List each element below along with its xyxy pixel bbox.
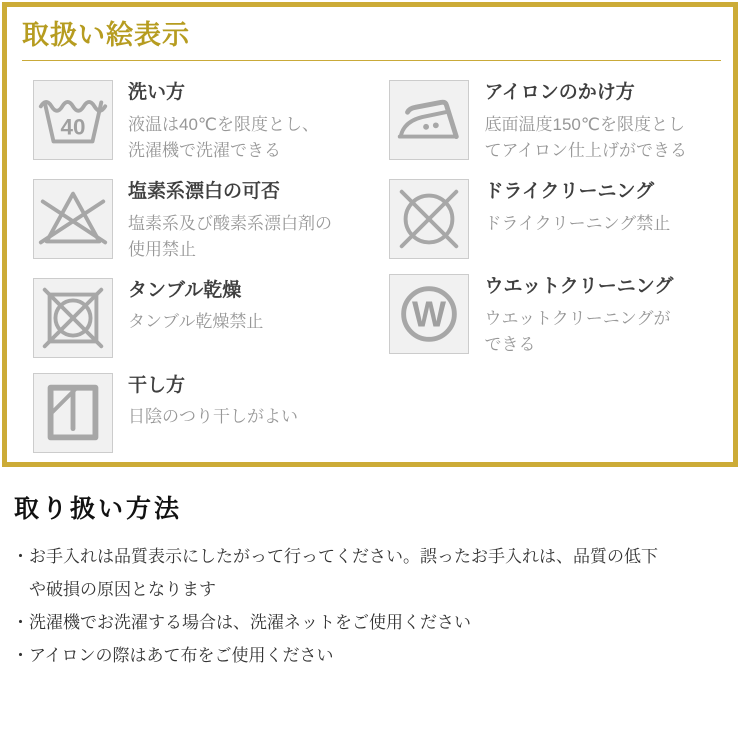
care-item-title: ドライクリーニング [484, 180, 655, 202]
wash-tub-40-icon [33, 80, 113, 160]
care-item-desc: 日陰のつり干しがよい [128, 407, 298, 427]
care-item-wet-cleaning [389, 274, 721, 358]
bullet-marker: ・ [12, 646, 29, 665]
wash-temp-label: 40 [60, 114, 86, 140]
handling-section [0, 467, 740, 672]
care-item-line-dry [33, 373, 389, 453]
care-item-desc: ドライクリーニング禁止 [484, 213, 671, 233]
care-item-desc: タンブル乾燥禁止 [128, 312, 264, 332]
care-item-title: 干し方 [128, 374, 186, 396]
care-item-desc: 塩素系及び酸素系漂白剤の 使用禁止 [128, 213, 332, 259]
wet-clean-icon [389, 274, 469, 354]
handling-list [12, 540, 728, 672]
care-item-title: 洗い方 [128, 82, 186, 104]
iron-icon [389, 80, 469, 160]
care-item-dry-cleaning [389, 179, 721, 259]
handling-title: 取り扱い方法 [14, 495, 183, 523]
no-tumble-dry-icon [33, 278, 113, 358]
care-item-tumble-dry [33, 278, 389, 358]
care-item-desc: 液温は40℃を限度とし、 洗濯機で洗濯できる [128, 114, 320, 160]
care-item-washing [33, 80, 389, 164]
care-item-ironing [389, 80, 721, 164]
bullet-text: 洗濯機でお洗濯する場合は、洗濯ネットをご使用ください [29, 613, 471, 632]
no-dry-clean-icon [389, 179, 469, 259]
care-item-title: 塩素系漂白の可否 [128, 180, 281, 202]
bullet-text: お手入れは品質表示にしたがって行ってください。誤ったお手入れは、品質の低下 や破損の原因となります [29, 547, 658, 599]
care-column-left [33, 80, 389, 453]
bullet-marker: ・ [12, 613, 29, 632]
care-item-desc: 底面温度150℃を限度とし てアイロン仕上げができる [484, 114, 687, 160]
bullet-marker: ・ [12, 547, 29, 566]
handling-item [12, 540, 728, 606]
care-item-title: ウエットクリーニング [484, 275, 674, 297]
shade-line-dry-icon [33, 373, 113, 453]
panel-title: 取扱い絵表示 [22, 20, 190, 50]
care-grid [19, 80, 721, 453]
care-item-bleach [33, 179, 389, 263]
no-bleach-icon [33, 179, 113, 259]
care-item-title: タンブル乾燥 [128, 279, 242, 301]
care-column-right [389, 80, 721, 453]
care-item-desc: ウエットクリーニングが できる [484, 308, 671, 354]
bullet-text: アイロンの際はあて布をご使用ください [29, 646, 334, 665]
wet-clean-letter: W [412, 293, 447, 335]
care-item-title: アイロンのかけ方 [484, 82, 635, 104]
care-symbols-panel [2, 2, 738, 467]
handling-item [12, 606, 728, 639]
title-divider [22, 60, 721, 61]
handling-item [12, 639, 728, 672]
